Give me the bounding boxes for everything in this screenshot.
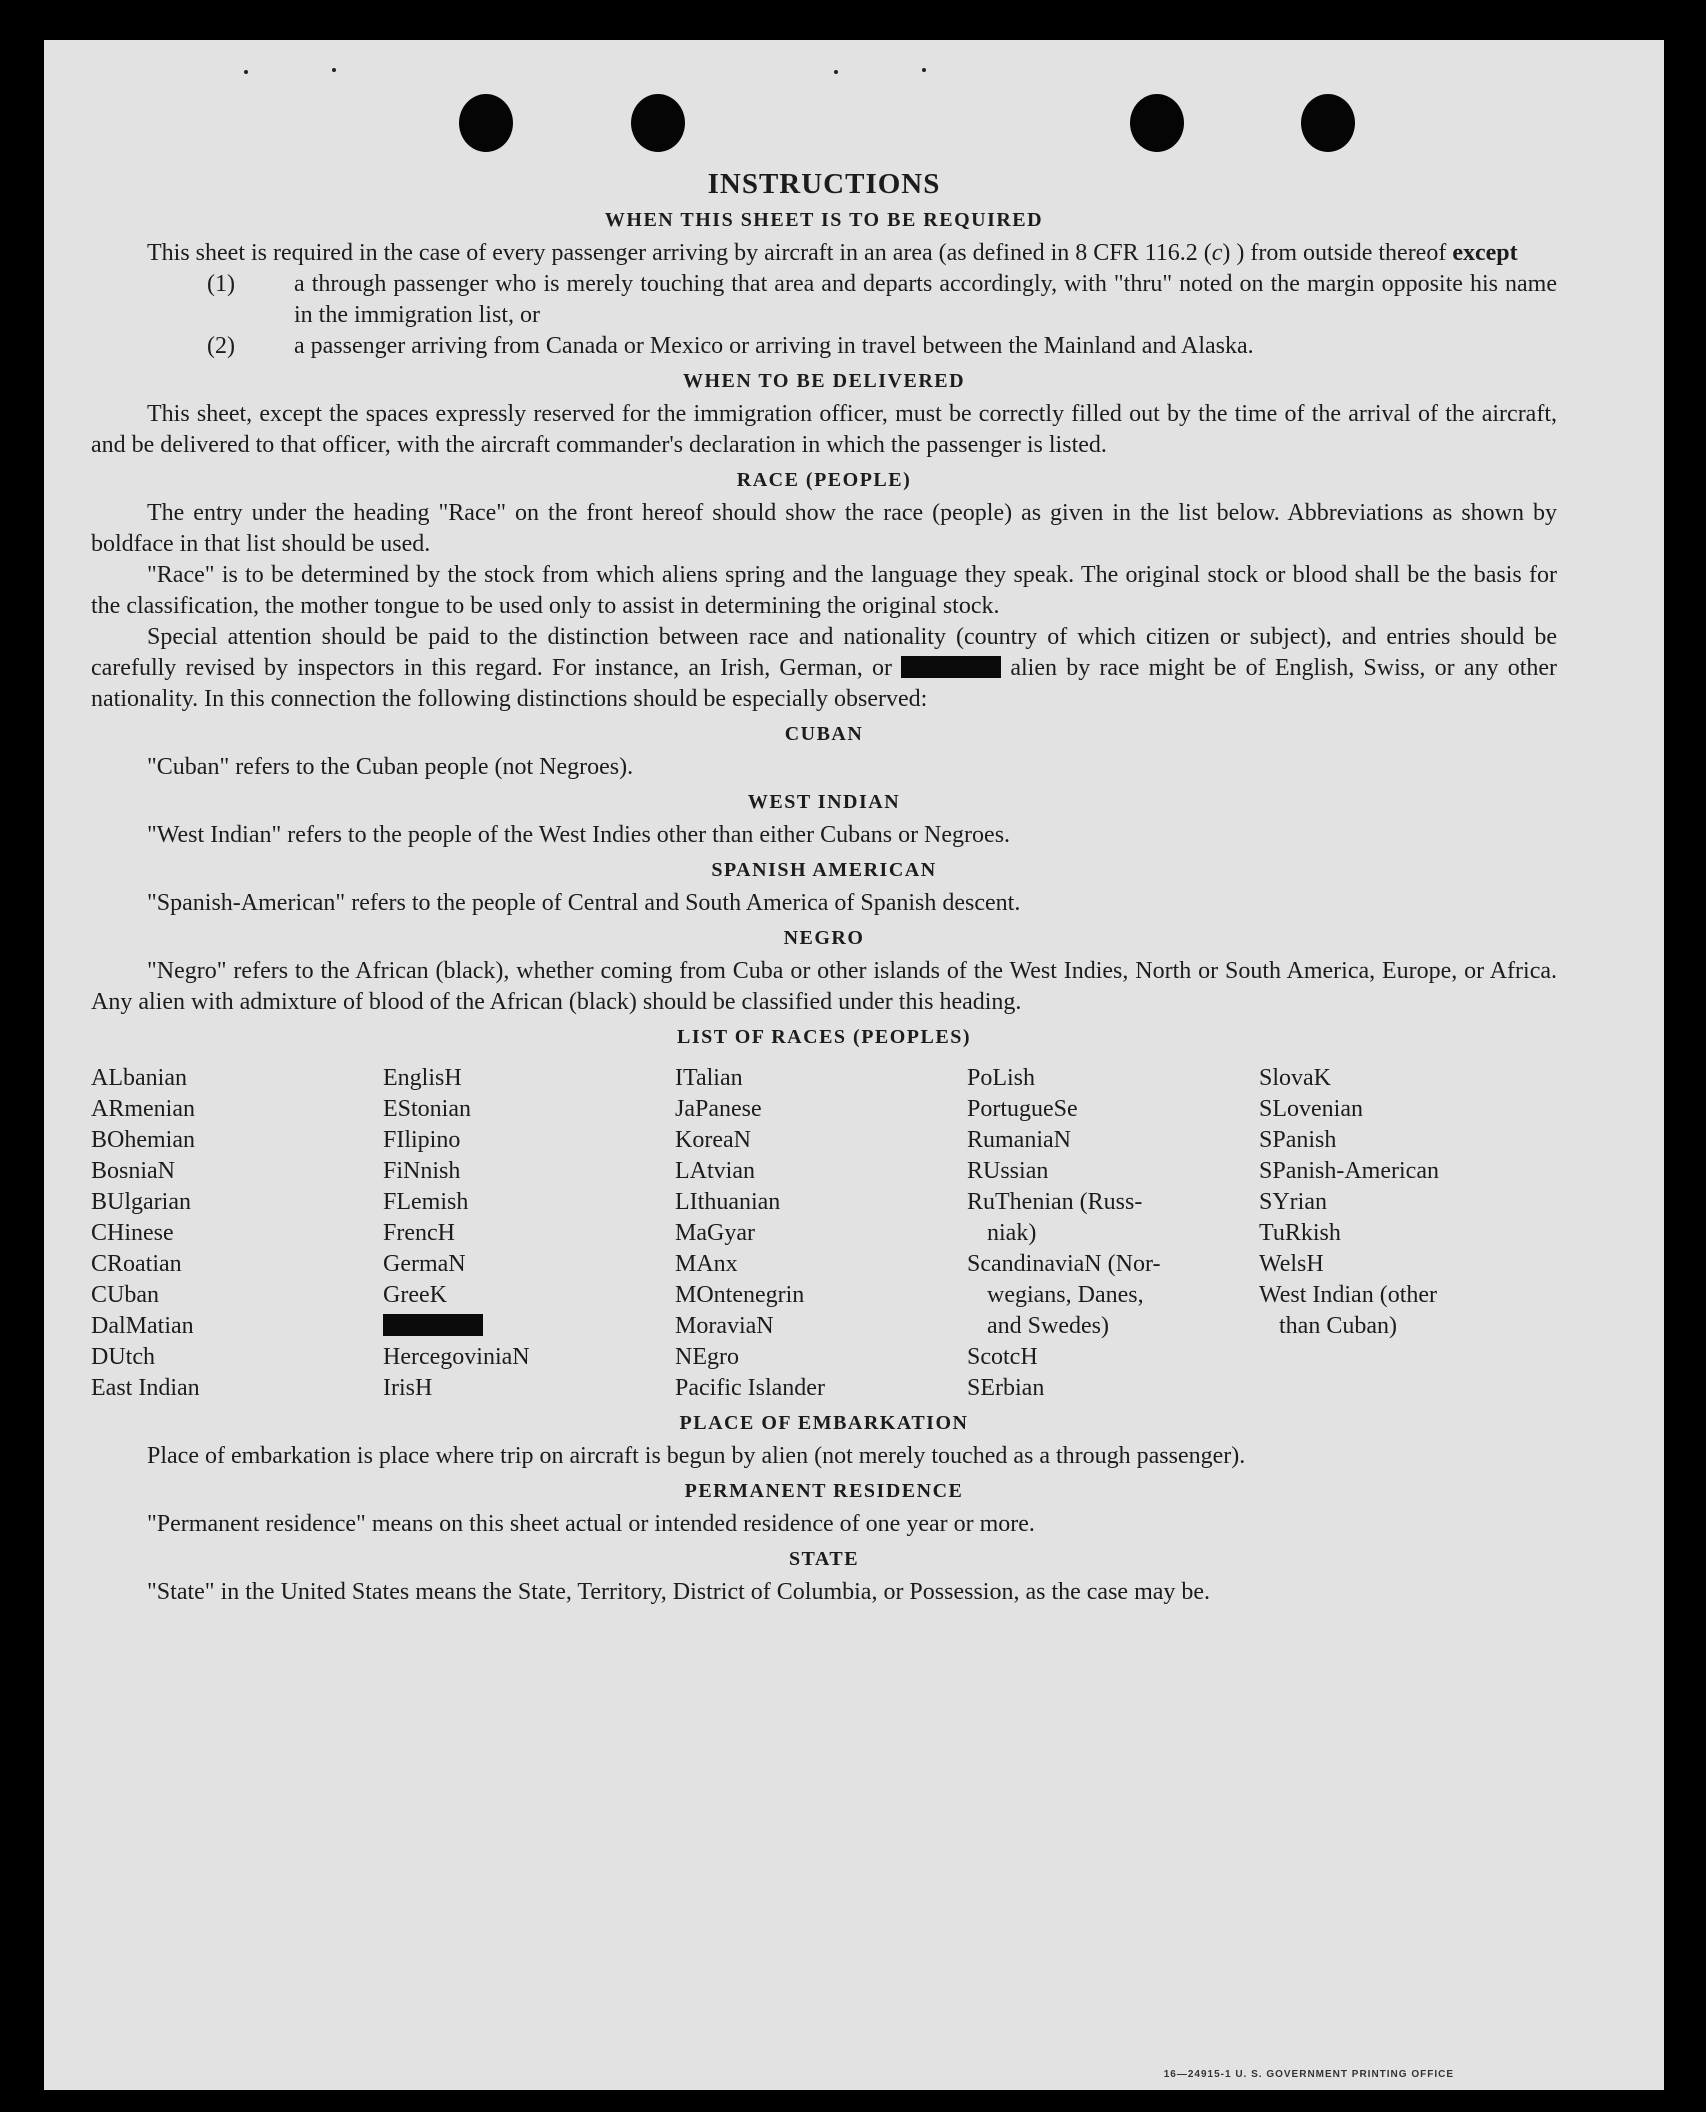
race-item: EnglisH [383, 1065, 462, 1091]
paragraph: This sheet, except the spaces expressly reserved for the immigration officer, must be correctly filled out by the time of the arrival of the aircraft, and be delivered to that officer, with the aircraft commander's declaration in which the passenger is listed. [91, 401, 1557, 458]
race-item: BosniaN [91, 1158, 175, 1184]
race-item: wegians, Danes, [987, 1282, 1144, 1308]
paragraph: The entry under the heading "Race" on the front hereof should show the race (people) as given in the list below. Abbreviations as shown by boldface in that list should be used. [91, 500, 1557, 557]
race-list [91, 1063, 1557, 1404]
section-heading: WHEN THIS SHEET IS TO BE REQUIRED [604, 209, 1044, 231]
print-code: 16—24915-1 U. S. GOVERNMENT PRINTING OFFICE [1163, 2069, 1454, 2080]
race-item: MaGyar [675, 1220, 755, 1246]
paragraph: "State" in the United States means the State, Territory, District of Columbia, or Possession, as the case may be. [147, 1579, 1211, 1605]
instructions-content [91, 168, 1557, 1608]
page-title: INSTRUCTIONS [707, 168, 941, 200]
race-item: ARmenian [91, 1096, 195, 1122]
race-column [675, 1063, 967, 1404]
race-item: SPanish [1259, 1127, 1337, 1153]
race-item: BUlgarian [91, 1189, 191, 1215]
redaction-mark [383, 1314, 483, 1336]
race-item: ScotcH [967, 1344, 1038, 1370]
race-item: SYrian [1259, 1189, 1327, 1215]
section-heading: SPANISH AMERICAN [711, 859, 937, 881]
race-item: FrencH [383, 1220, 455, 1246]
race-item: West Indian (other [1259, 1282, 1438, 1308]
race-item: JaPanese [675, 1096, 762, 1122]
race-column [383, 1063, 675, 1404]
race-item: BOhemian [91, 1127, 195, 1153]
race-item: East Indian [91, 1375, 200, 1401]
redaction-mark [901, 656, 1001, 678]
race-item: SlovaK [1259, 1065, 1331, 1091]
race-column [967, 1063, 1259, 1404]
race-item: SErbian [967, 1375, 1045, 1401]
section-heading: PLACE OF EMBARKATION [679, 1412, 969, 1434]
race-item: FiNnish [383, 1158, 461, 1184]
race-item: Pacific Islander [675, 1375, 825, 1401]
section-heading: RACE (PEOPLE) [736, 469, 912, 491]
race-item: MOntenegrin [675, 1282, 805, 1308]
race-item: RuThenian (Russ- [967, 1189, 1143, 1215]
paragraph: This sheet is required in the case of every passenger arriving by aircraft in an area (as defined in 8 CFR 116.2 (c) ) from outside thereof except [147, 240, 1518, 266]
race-item: LIthuanian [675, 1189, 781, 1215]
punch-hole [631, 94, 685, 152]
race-column [91, 1063, 383, 1404]
paragraph: "Spanish-American" refers to the people of Central and South America of Spanish descent. [147, 890, 1021, 916]
race-item: and Swedes) [987, 1313, 1109, 1339]
race-item [383, 1311, 675, 1342]
paragraph: "Negro" refers to the African (black), whether coming from Cuba or other islands of the West Indies, North or South America, Europe, or Africa. Any alien with admixture of blood of the African (black) should be classified under this heading. [91, 958, 1557, 1015]
paragraph: "Permanent residence" means on this sheet actual or intended residence of one year or more. [147, 1511, 1035, 1537]
paragraph: "West Indian" refers to the people of the West Indies other than either Cubans or Negroes. [147, 822, 1011, 848]
section-heading: STATE [788, 1548, 860, 1570]
race-item: ITalian [675, 1065, 743, 1091]
race-column [1259, 1063, 1509, 1404]
race-item: CHinese [91, 1220, 174, 1246]
section-heading: PERMANENT RESIDENCE [684, 1480, 964, 1502]
race-item: MAnx [675, 1251, 738, 1277]
punch-hole [459, 94, 513, 152]
race-item: GreeK [383, 1282, 447, 1308]
race-item: WelsH [1259, 1251, 1324, 1277]
race-item: DUtch [91, 1344, 155, 1370]
race-item: SLovenian [1259, 1096, 1363, 1122]
race-item: than Cuban) [1279, 1313, 1397, 1339]
speck [332, 68, 336, 72]
race-item: PoLish [967, 1065, 1036, 1091]
paragraph: Special attention should be paid to the distinction between race and nationality (country of which citizen or subject), and entries should be carefully revised by inspectors in this regard. For instance, an Irish, German, or alien by race might be of English, Swiss, or any other nationality. In this connection the following distinctions should be especially observed: [91, 624, 1558, 712]
paragraph: "Cuban" refers to the Cuban people (not Negroes). [147, 754, 634, 780]
race-item: DalMatian [91, 1313, 194, 1339]
document-page [44, 40, 1664, 2090]
punch-hole [1301, 94, 1355, 152]
race-item: RumaniaN [967, 1127, 1071, 1153]
paragraph: "Race" is to be determined by the stock from which aliens spring and the language they speak. The original stock or blood shall be the basis for the classification, the mother tongue to be used only to assist in determining the original stock. [91, 562, 1557, 619]
race-item: IrisH [383, 1375, 433, 1401]
race-item: MoraviaN [675, 1313, 774, 1339]
section-heading: LIST OF RACES (PEOPLES) [676, 1026, 971, 1048]
list-item: (2) a passenger arriving from Canada or Mexico or arriving in travel between the Mainland and Alaska. [207, 333, 1254, 359]
race-item: NEgro [675, 1344, 739, 1370]
speck [922, 68, 926, 72]
list-item: (1) a through passenger who is merely touching that area and departs accordingly, with "thru" noted on the margin opposite his name in the immigration list, or [207, 271, 1557, 328]
race-item: niak) [987, 1220, 1037, 1246]
speck [834, 70, 838, 74]
race-item: HercegoviniaN [383, 1344, 530, 1370]
race-item: FIlipino [383, 1127, 461, 1153]
section-heading: WHEN TO BE DELIVERED [682, 370, 966, 392]
race-item: SPanish-American [1259, 1158, 1439, 1184]
race-item: EStonian [383, 1096, 471, 1122]
race-item: GermaN [383, 1251, 466, 1277]
race-item: KoreaN [675, 1127, 751, 1153]
section-heading: NEGRO [783, 927, 865, 949]
paragraph: Place of embarkation is place where trip on aircraft is begun by alien (not merely touched as a through passenger). [147, 1443, 1246, 1469]
race-item: ALbanian [91, 1065, 187, 1091]
punch-hole [1130, 94, 1184, 152]
race-item: FLemish [383, 1189, 469, 1215]
race-item: PortugueSe [967, 1096, 1078, 1122]
race-item: CRoatian [91, 1251, 182, 1277]
race-item: LAtvian [675, 1158, 755, 1184]
race-item: TuRkish [1259, 1220, 1341, 1246]
race-item: RUssian [967, 1158, 1049, 1184]
race-item: CUban [91, 1282, 159, 1308]
race-item: ScandinaviaN (Nor- [967, 1251, 1161, 1277]
section-heading: CUBAN [784, 723, 864, 745]
section-heading: WEST INDIAN [747, 791, 901, 813]
speck [244, 70, 248, 74]
